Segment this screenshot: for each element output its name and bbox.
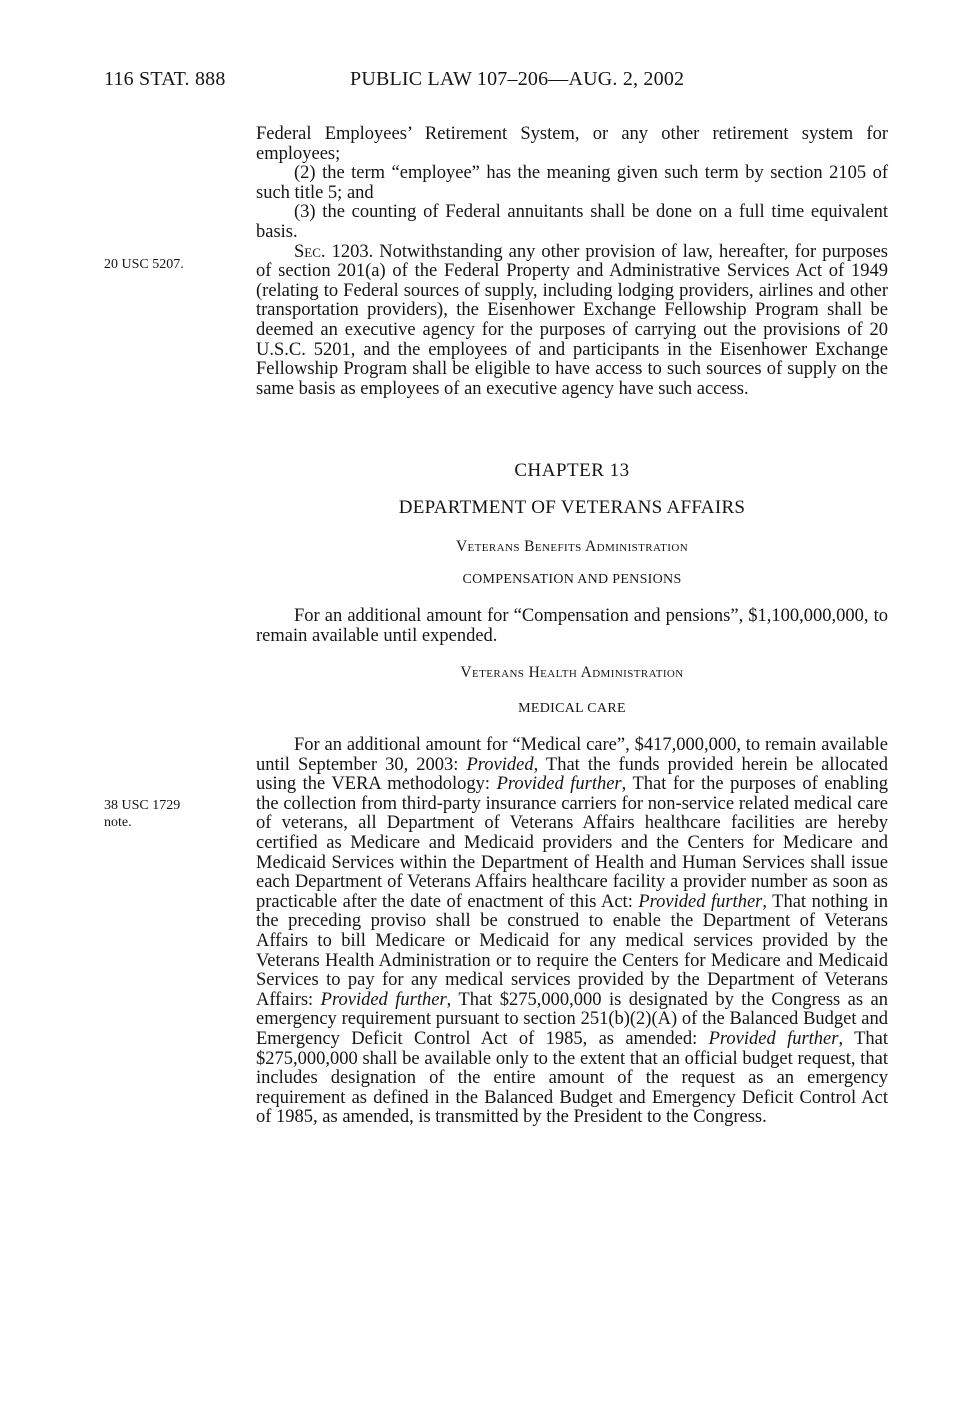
section-1203-paragraph [256, 243, 888, 400]
proviso-italic: Provided further [638, 891, 763, 912]
department-title: DEPARTMENT OF VETERANS AFFAIRS [398, 497, 746, 518]
proviso-italic: Provided further [320, 989, 447, 1010]
text-run: , That for the purposes of enabling the collection from third-party insurance carriers for non-service related medical care of veterans, all Department of Veterans Affairs healthcare facilities are hereby certified as Medicare and Medicaid providers and the Centers for Medicare and Medicaid Services within the Department of Health and Human Services shall issue each Department of Veterans Affairs healthcare facility a provider number as soon as practicable after the date of enactment of this Act: [256, 774, 889, 912]
vha-section [256, 736, 888, 1128]
paragraph: For an additional amount for “Compensation and pensions”, $1,100,000,000, to remain available until expended. [256, 606, 888, 646]
text-run: , That $275,000,000 is designated by the Congress as an emergency requirement pursuant to section 251(b)(2)(A) of the Balanced Budget and Emergency Deficit Control Act of 1985, as amended: [256, 989, 889, 1049]
margin-note-line: note. [104, 815, 132, 830]
section-1202-continuation [256, 125, 888, 399]
margin-note-usc-1729 [104, 797, 180, 831]
section-text: Notwithstanding any other provision of law, hereafter, for purposes of section 201(a) of the Federal Property and Administrative Services Act of 1949 (relating to Federal sources of supply, including lodging providers, airlines and other transportation providers), the Eisenhower Exchange Fellowship Program shall be deemed an executive agency for the purposes of carrying out the provisions of 20 U.S.C. 5201, and the employees of and participants in the Eisenhower Exchange Fellowship Program shall be eligible to have access to such sources of supply on the same basis as employees of an executive agency have such access. [256, 241, 889, 399]
vba-section [256, 607, 888, 646]
proviso-italic: Provided further [708, 1028, 839, 1049]
running-header: PUBLIC LAW 107–206—AUG. 2, 2002 [350, 68, 685, 90]
medical-care-paragraph [256, 736, 888, 1128]
text-run: , That the funds provided herein be allocated using the VERA methodology: [256, 754, 888, 795]
text-run: , That nothing in the preceding proviso shall be construed to enable the Department of Veterans Affairs to bill Medicare or Medicaid for any medical services provided by the Veterans Health Administration or to require the Centers for Medicare and Medicaid Services to pay for any medical services provided by the Department of Veterans Affairs: [256, 891, 888, 1010]
vha-subheading: MEDICAL CARE [518, 701, 626, 716]
vha-heading: Veterans Health Administration [460, 664, 684, 681]
page-citation: 116 STAT. 888 [104, 68, 226, 90]
paragraph-item-3: (3) the counting of Federal annuitants shall be done on a full time equivalent basis. [256, 202, 888, 242]
proviso-italic: Provided further [496, 774, 622, 795]
chapter-title: CHAPTER 13 [514, 460, 630, 481]
proviso-italic: Provided [466, 754, 534, 775]
margin-note-line: 38 USC 1729 [104, 798, 181, 813]
paragraph-item-2: (2) the term “employee” has the meaning given such term by section 2105 of such title 5; and [256, 163, 888, 203]
section-label: Sec. 1203. [294, 241, 374, 262]
margin-note-usc-5207: 20 USC 5207. [104, 257, 184, 272]
vba-subheading: COMPENSATION AND PENSIONS [462, 572, 682, 587]
text-run: For an additional amount for “Medical care”, $417,000,000, to remain available until September 30, 2003: [256, 735, 888, 775]
paragraph: Federal Employees’ Retirement System, or any other retirement system for employees; [256, 124, 888, 164]
vba-heading: Veterans Benefits Administration [455, 538, 689, 555]
text-run: , That $275,000,000 shall be available only to the extent that an official budget request, that includes designation of the entire amount of the request as an emergency requirement as defined in the Balanced Budget and Emergency Deficit Control Act of 1985, as amended, is transmitted by the President to the Congress. [256, 1028, 888, 1128]
